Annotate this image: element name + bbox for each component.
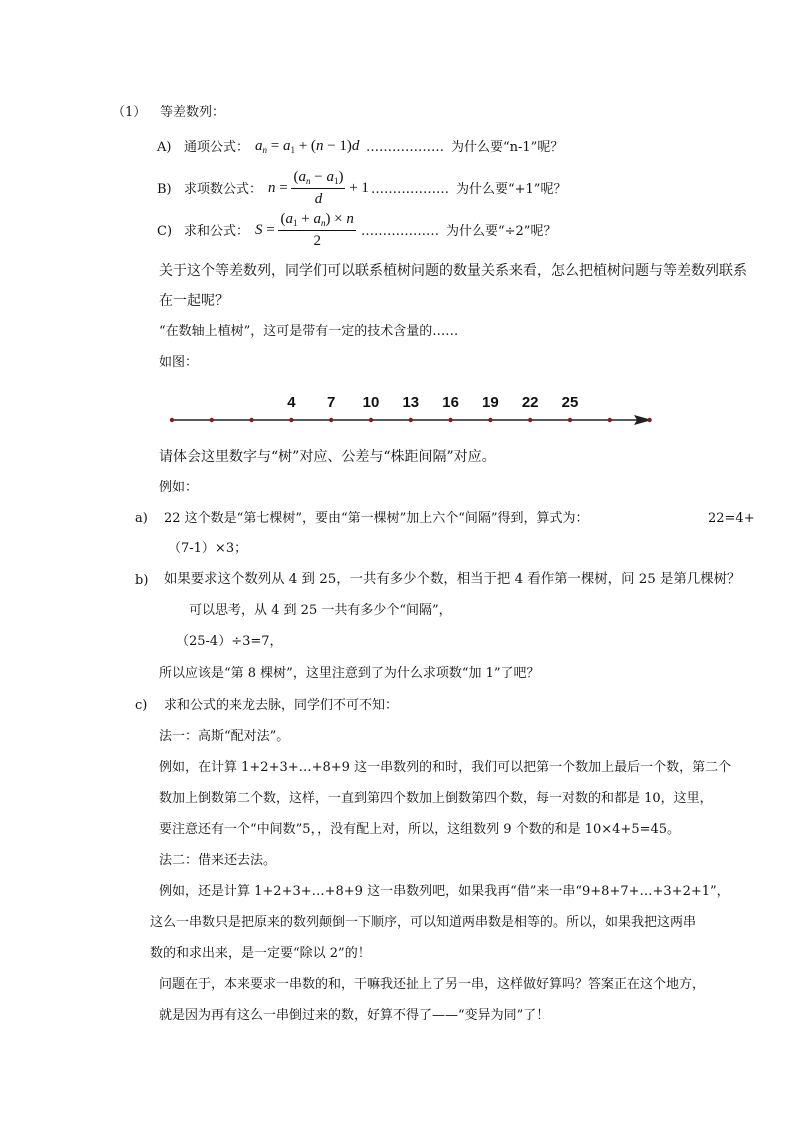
method-2-line-2: 这么一串数只是把原来的数列颠倒一下顺序，可以知道两串数是相等的。所以，如果我把这两串 [150, 915, 697, 930]
number-line-label: 22 [521, 394, 539, 411]
number-line-label: 19 [482, 394, 499, 411]
number-line-dot [210, 418, 214, 422]
formula-b-question: 为什么要“+1”呢？ [456, 182, 567, 197]
method-1-line-2: 数加上倒数第二个数，这样，一直到第四个数加上倒数第四个数，每一对数的和都是 10，这里， [159, 791, 713, 806]
intro-line-1: 关于这个等差数列，同学们可以联系植树问题的数量关系来看，怎么把植树问题与等差数列联系 [159, 263, 747, 279]
number-line-label: 4 [287, 394, 296, 411]
intro-line-2: 在一起呢？ [159, 293, 229, 309]
method-1-line-1: 例如，在计算 1+2+3+…+8+9 这一串数列的和时，我们可以把第一个数加上最后一个数，第二个 [159, 760, 732, 775]
item-b-line-3: （25-4）÷3=7， [176, 634, 283, 649]
formula-c-label: 求和公式： [184, 224, 250, 239]
formula-a-question: 为什么要“n-1”呢？ [451, 140, 564, 155]
number-line-dot [409, 418, 413, 422]
number-line-dot [369, 418, 373, 422]
explain-line: 请体会这里数字与“树”对应、公差与“株距间隔”对应。 [159, 449, 496, 465]
number-line-label: 25 [561, 394, 579, 411]
method-2-line-4: 问题在于，本来要求一串数的和，干嘛我还扯上了另一串，这样做好算吗？答案正在这个地方， [159, 977, 706, 992]
formula-b-dots: ……………… [371, 182, 449, 197]
item-a-marker: a) [135, 511, 148, 526]
formula-a-marker: A) [157, 140, 172, 155]
formula-c-question: 为什么要“÷2”呢？ [446, 224, 557, 239]
number-line-dot [170, 418, 174, 422]
figure-label: 如图： [159, 355, 199, 370]
formula-a-expression: $a_n = a_1 + (n - 1)d$ [255, 138, 360, 155]
formula-c-dots: ……………… [361, 224, 439, 239]
number-line-dot [329, 418, 333, 422]
number-line-label: 13 [402, 394, 420, 411]
number-line-label: 16 [442, 394, 459, 411]
number-line-dot [608, 418, 612, 422]
formula-a-dots: ……………… [366, 140, 444, 155]
formula-c-marker: C) [157, 224, 173, 239]
method-2-line-5: 就是因为再有这么一串倒过来的数，好算不得了——“变异为同”了！ [159, 1008, 550, 1023]
example-label: 例如： [159, 480, 199, 495]
item-b-line-2: 可以思考，从 4 到 25 一共有多少个“间隔”， [189, 603, 452, 618]
formula-a-label: 通项公式： [184, 140, 250, 155]
number-line-dot [488, 418, 492, 422]
formula-b-label: 求项数公式： [184, 182, 263, 197]
formula-c-fraction: $\frac{(a_1 + a_n) \times n}{2}$ [280, 211, 354, 249]
number-line-dot [647, 418, 651, 422]
method-1-line-3: 要注意还有一个“中间数”5，，没有配上对，所以，这组数列 9 个数的和是 10×4+5=45。 [159, 822, 681, 837]
number-line-dot [528, 418, 532, 422]
formula-b-expression: n = $\frac{(a_n - a_1)}{d}$ + 1 [268, 169, 369, 207]
formula-c-expression: S = $\frac{(a_1 + a_n) \times n}{2}$ [255, 211, 354, 249]
section-index: （1） [112, 105, 147, 120]
item-b-line-1: 如果要求这个数列从 4 到 25，一共有多少个数，相当于把 4 看作第一棵树，问 25 是第几棵树？ [164, 572, 741, 587]
item-a-line-1-tail: 22=4+ [708, 511, 755, 526]
intro-quote: “在数轴上植树”，这可是带有一定的技术含量的…… [159, 324, 459, 339]
method-2-line-1: 例如，还是计算 1+2+3+…+8+9 这一串数列吧，如果我再“借”来一串“9+8+7+…+3+2+1”， [159, 884, 730, 899]
item-b-line-4: 所以应该是“第 8 棵树”，这里注意到了为什么求项数“加 1”了吧？ [159, 666, 540, 681]
item-a-line-2: （7-1）×3； [168, 541, 248, 556]
item-c-marker: c) [135, 698, 148, 713]
item-c-line-1: 求和公式的来龙去脉，同学们不可不知： [164, 698, 399, 713]
section-title: 等差数列： [160, 105, 226, 120]
number-line-figure [0, 388, 794, 448]
number-line-label: 7 [327, 394, 336, 411]
number-line-dot [249, 418, 253, 422]
formula-b-marker: B) [157, 182, 172, 197]
method-2-line-3: 数的和求出来，是一定要“除以 2”的！ [150, 946, 371, 961]
number-line-dot [448, 418, 452, 422]
number-line-dot [289, 418, 293, 422]
formula-b-fraction: $\frac{(a_n - a_1)}{d}$ [293, 169, 344, 207]
item-a-line-1: 22 这个数是“第七棵树”，要由“第一棵树”加上六个“间隔”得到，算式为： [164, 511, 589, 526]
method-1-title: 法一：高斯“配对法”。 [159, 729, 290, 744]
item-b-marker: b) [135, 573, 149, 588]
number-line-label: 10 [362, 394, 380, 411]
number-line-dot [568, 418, 572, 422]
method-2-title: 法二：借来还去法。 [159, 853, 277, 868]
